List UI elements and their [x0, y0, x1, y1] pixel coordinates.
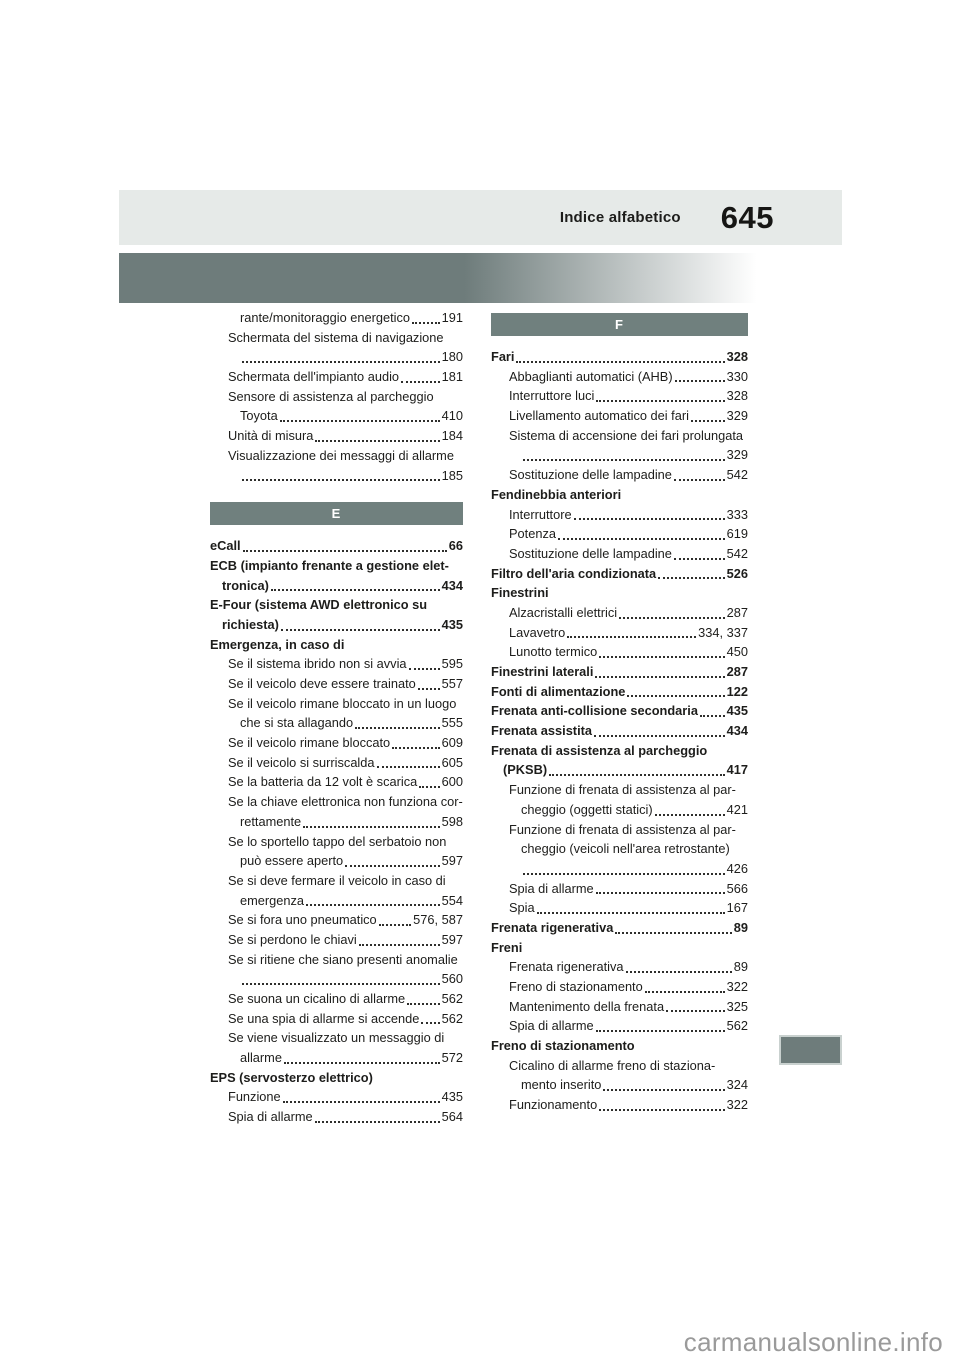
entry-page-number: 555: [441, 715, 463, 731]
entry-text: Livellamento automatico dei fari: [509, 408, 689, 424]
chapter-gradient-bar: [119, 253, 783, 303]
index-entry: [210, 674, 463, 694]
entry-page-number: 526: [726, 565, 748, 581]
entry-page-number: 434: [726, 723, 748, 739]
index-entry: [210, 635, 463, 655]
index-entry: [210, 406, 463, 426]
entry-page-number: 435: [441, 616, 463, 632]
entry-page-number: 410: [441, 408, 463, 424]
leader-dots: [596, 1030, 725, 1032]
leader-dots: [516, 361, 724, 363]
entry-page-number: 426: [726, 860, 748, 876]
index-entry: [491, 485, 748, 505]
leader-dots: [242, 479, 440, 481]
index-entry: [210, 832, 463, 852]
entry-text: emergenza: [240, 892, 305, 908]
entry-page-number: 330: [726, 368, 748, 384]
index-entry: [491, 406, 748, 426]
leader-dots: [567, 636, 696, 638]
entry-text: Schermata dell'impianto audio: [228, 369, 400, 385]
section-letter: F: [615, 316, 624, 332]
leader-dots: [377, 766, 440, 768]
index-entry: [210, 328, 463, 348]
entry-page-number: 185: [441, 467, 463, 483]
index-entry: [491, 859, 748, 879]
entry-page-number: 322: [726, 979, 748, 994]
entry-page-number: 597: [441, 853, 463, 869]
index-entry: [210, 1009, 463, 1029]
entry-text: Frenata di assistenza al parcheggio: [491, 742, 708, 758]
section-letter-bar: [210, 502, 463, 525]
index-entry: [491, 800, 748, 820]
leader-dots: [401, 381, 440, 383]
entry-page-number: 333: [726, 506, 748, 522]
leader-dots: [315, 440, 439, 442]
entry-text: Sistema di accensione dei fari prolungata: [509, 427, 744, 443]
entry-text: Se il veicolo rimane bloccato in un luogo: [228, 695, 457, 711]
entry-page-number: 180: [441, 349, 463, 365]
leader-dots: [280, 420, 440, 422]
leader-dots: [412, 322, 440, 324]
index-entry: [210, 812, 463, 832]
entry-text: Frenata assistita: [491, 723, 593, 739]
leader-dots: [271, 589, 440, 591]
entry-page-number: 619: [726, 526, 748, 542]
page-header-band: [119, 190, 842, 245]
entry-text: Se lo sportello tappo del serbatoio non: [228, 833, 447, 849]
entry-text: Mantenimento della frenata: [509, 998, 665, 1014]
entry-text: Freni: [491, 939, 523, 955]
entry-text: Freno di stazionamento: [509, 979, 643, 994]
entry-page-number: 566: [726, 880, 748, 896]
entry-text: Spia di allarme: [228, 1109, 313, 1125]
index-entry: [210, 910, 463, 930]
entry-page-number: 572: [441, 1050, 463, 1066]
leader-dots: [596, 892, 725, 894]
chapter-side-tab: [779, 1035, 842, 1065]
index-entry: [491, 642, 748, 662]
entry-text: Spia di allarme: [509, 880, 594, 896]
entry-text: Se si perdono le chiavi: [228, 931, 357, 947]
index-entry: [491, 524, 748, 544]
entry-text: Toyota: [240, 408, 278, 424]
leader-dots: [599, 656, 724, 658]
entry-text: Interruttore: [509, 506, 572, 522]
entry-page-number: 598: [441, 813, 463, 829]
entry-page-number: 542: [726, 467, 748, 483]
leader-dots: [658, 577, 724, 579]
entry-text: Sensore di assistenza al parcheggio: [228, 388, 434, 404]
entry-page-number: 435: [441, 1089, 463, 1105]
leader-dots: [599, 1109, 724, 1111]
index-entry: [491, 347, 748, 367]
entry-page-number: 322: [726, 1097, 748, 1113]
entry-text: Sostituzione delle lampadine: [509, 467, 672, 483]
entry-page-number: 181: [441, 369, 463, 385]
index-entry: [491, 997, 748, 1017]
entry-text: Fonti di alimentazione: [491, 683, 626, 699]
index-section: [210, 308, 463, 485]
entry-text: rante/monitoraggio energetico: [240, 310, 411, 325]
entry-text: Filtro dell'aria condizionata: [491, 565, 657, 581]
entry-page-number: 328: [726, 349, 748, 364]
index-entry: [491, 1056, 748, 1076]
entry-page-number: 324: [726, 1077, 748, 1093]
entry-text: Emergenza, in caso di: [210, 636, 345, 652]
entry-page-number: 421: [726, 801, 748, 817]
leader-dots: [549, 774, 725, 776]
index-entry: [210, 792, 463, 812]
index-entry: [491, 367, 748, 387]
entry-page-number: 605: [441, 754, 463, 770]
entry-page-number: 554: [441, 892, 463, 908]
entry-page-number: 562: [441, 991, 463, 1006]
entry-text: Se la batteria da 12 volt è scarica: [228, 774, 418, 790]
entry-page-number: 560: [441, 971, 463, 987]
index-column-right: [491, 313, 748, 1115]
index-entry: [491, 465, 748, 485]
index-entry: [491, 701, 748, 721]
leader-dots: [666, 1010, 725, 1012]
leader-dots: [284, 1062, 440, 1064]
index-entry: [210, 1028, 463, 1048]
leader-dots: [355, 727, 440, 729]
index-entry: [491, 721, 748, 741]
entry-page-number: 328: [726, 388, 748, 404]
leader-dots: [619, 617, 725, 619]
entry-page-number: 329: [726, 408, 748, 424]
leader-dots: [675, 380, 725, 382]
entry-text: ECB (impianto frenante a gestione elet-: [210, 557, 449, 573]
leader-dots: [242, 361, 440, 363]
entry-text: Se si ritiene che siano presenti anomalie: [228, 951, 458, 967]
index-entry: [210, 713, 463, 733]
entry-text: richiesta): [222, 616, 279, 632]
index-entry: [491, 820, 748, 840]
index-entry: [210, 891, 463, 911]
entry-text: Alzacristalli elettrici: [509, 604, 618, 620]
entry-text: Fari: [491, 349, 515, 364]
index-entry: [491, 603, 748, 623]
index-column-left: [210, 308, 463, 1127]
entry-text: Visualizzazione dei messaggi di allarme: [228, 447, 454, 463]
leader-dots: [691, 420, 725, 422]
entry-page-number: 557: [441, 676, 463, 691]
entry-text: Abbaglianti automatici (AHB): [509, 368, 673, 384]
index-entry: [210, 694, 463, 714]
index-entry: [491, 741, 748, 761]
entry-text: Se il sistema ibrido non si avvia: [228, 656, 407, 672]
index-entry: [491, 386, 748, 406]
entry-text: Se viene visualizzato un messaggio di: [228, 1030, 445, 1046]
entry-text: E-Four (sistema AWD elettronico su: [210, 597, 428, 613]
entry-page-number: 184: [441, 428, 463, 444]
entry-text: Lunotto termico: [509, 644, 598, 660]
entry-text: può essere aperto: [240, 853, 344, 869]
index-entry: [210, 733, 463, 753]
entry-text: EPS (servosterzo elettrico): [210, 1069, 373, 1085]
entry-page-number: 89: [733, 959, 748, 975]
index-entry: [210, 426, 463, 446]
entry-page-number: 122: [726, 683, 748, 699]
entry-text: rettamente: [240, 813, 302, 829]
index-entry: [210, 1048, 463, 1068]
section-letter: E: [331, 505, 342, 521]
index-entry: [491, 623, 748, 643]
entry-text: eCall: [210, 538, 241, 554]
leader-dots: [421, 1022, 439, 1024]
index-entry: [210, 989, 463, 1009]
leader-dots: [655, 814, 725, 816]
entry-page-number: 334, 337: [698, 624, 748, 640]
index-entry: [210, 772, 463, 792]
index-entry: [210, 615, 463, 635]
page-number: 645: [720, 199, 774, 235]
leader-dots: [419, 786, 439, 788]
index-entry: [210, 595, 463, 615]
index-entry: [491, 780, 748, 800]
entry-page-number: 325: [726, 998, 748, 1014]
entry-text: Finestrini laterali: [491, 664, 594, 679]
entry-page-number: 434: [441, 577, 463, 593]
leader-dots: [537, 912, 725, 914]
index-entry: [491, 898, 748, 918]
index-entry: [491, 1095, 748, 1115]
entry-text: Unità di misura: [228, 428, 314, 444]
entry-page-number: 450: [726, 644, 748, 660]
index-entry: [491, 544, 748, 564]
leader-dots: [626, 971, 732, 973]
index-entry: [210, 466, 463, 486]
entry-text: cheggio (oggetti statici): [521, 801, 653, 817]
index-entry: [491, 957, 748, 977]
entry-text: Funzione di frenata di assistenza al par-: [509, 821, 736, 837]
entry-text: Se il veicolo rimane bloccato: [228, 735, 391, 751]
index-entry: [491, 760, 748, 780]
entry-page-number: 329: [726, 447, 748, 463]
leader-dots: [523, 459, 725, 461]
entry-text: Se una spia di allarme si accende: [228, 1010, 420, 1026]
entry-text: Frenata rigenerativa: [509, 959, 624, 975]
index-entry: [210, 753, 463, 773]
entry-page-number: 609: [441, 735, 463, 751]
entry-text: Lavavetro: [509, 624, 566, 640]
entry-page-number: 597: [441, 931, 463, 947]
entry-page-number: 435: [726, 703, 748, 719]
index-entry: [491, 564, 748, 584]
entry-text: Finestrini: [491, 585, 549, 601]
index-entry: [491, 1075, 748, 1095]
entry-text: Funzionamento: [509, 1097, 598, 1113]
section-letter-bar: [491, 313, 748, 336]
leader-dots: [615, 932, 731, 934]
entry-page-number: 66: [448, 538, 463, 554]
index-entry: [491, 662, 748, 682]
entry-page-number: 287: [726, 664, 748, 679]
leader-dots: [574, 518, 725, 520]
entry-text: Interruttore luci: [509, 388, 595, 404]
entry-text: Se suona un cicalino di allarme: [228, 991, 406, 1006]
entry-page-number: 417: [726, 762, 748, 778]
entry-page-number: 191: [441, 310, 463, 325]
entry-text: allarme: [240, 1050, 282, 1066]
leader-dots: [603, 1089, 724, 1091]
entry-text: Funzione: [228, 1089, 281, 1105]
index-entry: [491, 839, 748, 859]
index-entry: [210, 576, 463, 596]
entry-page-number: 542: [726, 545, 748, 561]
index-section: [210, 502, 463, 1127]
index-entry: [210, 1068, 463, 1088]
leader-dots: [306, 904, 440, 906]
entry-text: Cicalino di allarme freno di staziona-: [509, 1057, 716, 1073]
page-header-title: Indice alfabetico: [559, 209, 681, 226]
index-entry: [210, 446, 463, 466]
leader-dots: [407, 1003, 440, 1005]
entry-page-number: 562: [726, 1018, 748, 1034]
index-entry: [491, 1036, 748, 1056]
leader-dots: [281, 629, 440, 631]
entry-page-number: 562: [441, 1010, 463, 1026]
entry-text: Funzione di frenata di assistenza al par-: [509, 782, 736, 798]
entry-page-number: 576, 587: [413, 912, 463, 928]
index-entry: [210, 654, 463, 674]
entry-text: Potenza: [509, 526, 556, 542]
entry-text: Freno di stazionamento: [491, 1038, 635, 1054]
entry-text: Spia: [509, 900, 535, 916]
leader-dots: [359, 944, 440, 946]
entry-text: Spia di allarme: [509, 1018, 594, 1034]
index-entry: [491, 426, 748, 446]
index-entry: [491, 879, 748, 899]
entry-text: (PKSB): [503, 762, 548, 778]
entry-page-number: 595: [441, 656, 463, 672]
entry-text: cheggio (veicoli nell'area retrostante): [521, 841, 730, 857]
leader-dots: [674, 558, 725, 560]
index-entry: [210, 536, 463, 556]
index-entry: [210, 969, 463, 989]
leader-dots: [409, 668, 440, 670]
entry-text: Frenata anti-collisione secondaria: [491, 703, 698, 719]
leader-dots: [645, 991, 725, 993]
index-entry: [210, 1087, 463, 1107]
leader-dots: [379, 924, 411, 926]
leader-dots: [243, 550, 447, 552]
entry-text: Se si fora uno pneumatico: [228, 912, 377, 928]
leader-dots: [283, 1101, 440, 1103]
index-entry: [491, 977, 748, 997]
entry-text: Se si deve fermare il veicolo in caso di: [228, 872, 446, 888]
leader-dots: [674, 479, 725, 481]
leader-dots: [627, 695, 724, 697]
watermark-text: carmanualsonline.info: [683, 1327, 943, 1357]
index-entry: [210, 367, 463, 387]
index-entry: [210, 851, 463, 871]
entry-page-number: 167: [726, 900, 748, 916]
entry-text: mento inserito: [521, 1077, 602, 1093]
index-entry: [210, 556, 463, 576]
entry-text: Frenata rigenerativa: [491, 919, 614, 935]
entry-text: Fendinebbia anteriori: [491, 486, 622, 502]
leader-dots: [345, 865, 439, 867]
entry-text: che si sta allagando: [240, 715, 354, 731]
index-entry: [491, 918, 748, 938]
leader-dots: [303, 826, 439, 828]
index-entry: [491, 445, 748, 465]
leader-dots: [392, 747, 439, 749]
index-entry: [491, 505, 748, 525]
index-entry: [491, 938, 748, 958]
entry-page-number: 89: [733, 919, 748, 935]
leader-dots: [595, 676, 724, 678]
entry-text: tronica): [222, 577, 269, 593]
index-entry: [210, 387, 463, 407]
entry-page-number: 564: [441, 1109, 463, 1125]
leader-dots: [418, 688, 440, 690]
leader-dots: [242, 983, 440, 985]
index-entry: [210, 308, 463, 328]
entry-text: Se il veicolo si surriscalda: [228, 754, 375, 770]
leader-dots: [558, 538, 725, 540]
index-section: [491, 313, 748, 1115]
leader-dots: [523, 873, 725, 875]
entry-page-number: 287: [726, 604, 748, 620]
index-entry: [210, 871, 463, 891]
index-entry: [210, 930, 463, 950]
entry-page-number: 600: [441, 774, 463, 790]
index-entry: [210, 1107, 463, 1127]
entry-text: Se il veicolo deve essere trainato: [228, 676, 416, 691]
entry-text: Schermata del sistema di navigazione: [228, 329, 444, 345]
index-entry: [491, 682, 748, 702]
index-entry: [210, 950, 463, 970]
index-entry: [491, 1016, 748, 1036]
index-entry: [210, 347, 463, 367]
leader-dots: [594, 735, 725, 737]
leader-dots: [315, 1121, 440, 1123]
index-entry: [491, 583, 748, 603]
leader-dots: [700, 715, 725, 717]
leader-dots: [596, 400, 724, 402]
entry-text: Se la chiave elettronica non funziona cor-: [228, 794, 463, 810]
entry-text: Sostituzione delle lampadine: [509, 545, 672, 561]
